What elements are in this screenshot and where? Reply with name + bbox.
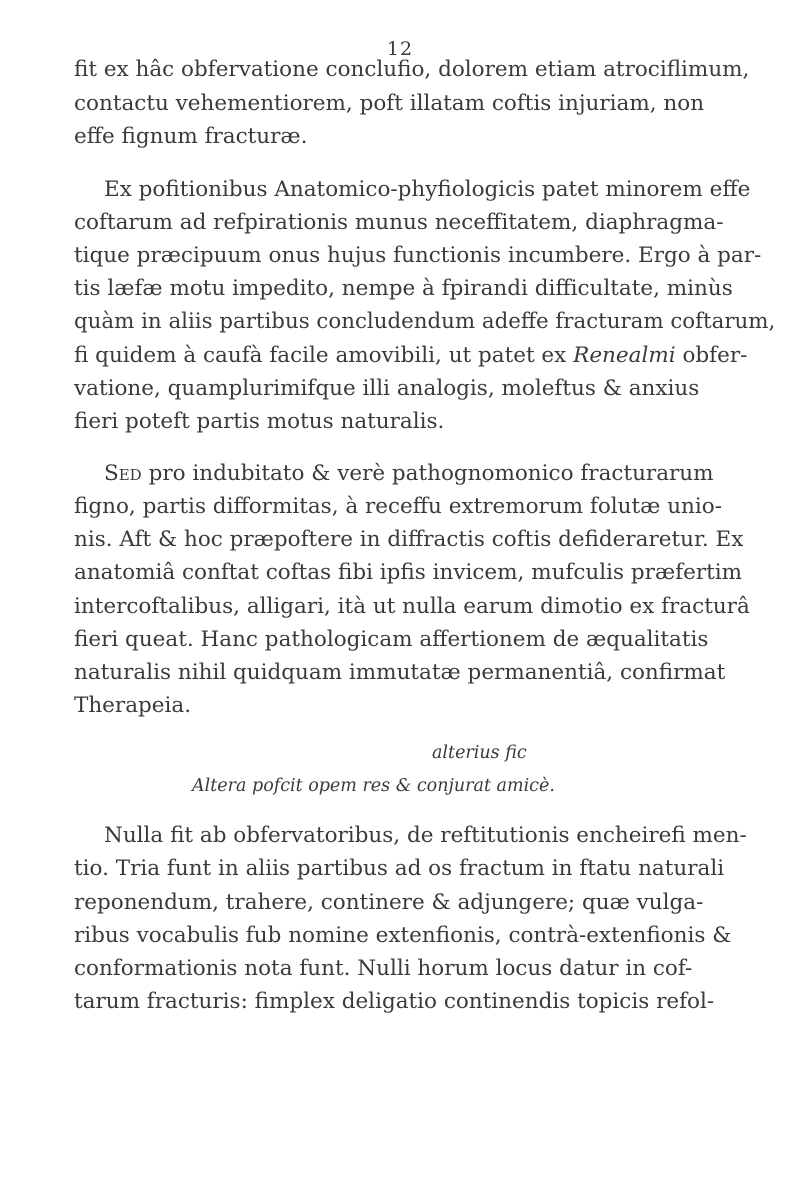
paragraph-3-line-4: anatomiâ conftat coftas fibi ipfis invicem, mufculis præfertim bbox=[74, 560, 743, 585]
verse-line-1: alterius fic bbox=[432, 743, 527, 763]
paragraph-4-line-6: tarum fracturis: fimplex deligatio continendis topicis refol- bbox=[74, 989, 715, 1014]
paragraph-1-line-3: effe fignum fracturæ. bbox=[74, 124, 308, 149]
paragraph-4-line-1: Nulla fit ab obfervatoribus, de reftitutionis encheirefi men- bbox=[104, 823, 747, 848]
paragraph-2-line-6 bbox=[74, 341, 747, 371]
paragraph-3-line-1 bbox=[104, 459, 714, 489]
paragraph-2-line-3: tique præcipuum onus hujus functionis incumbere. Ergo à par- bbox=[74, 243, 762, 268]
paragraph-2-line-5: quàm in aliis partibus concludendum adeffe fracturam coftarum, bbox=[74, 309, 776, 334]
paragraph-3-line-6: fieri queat. Hanc pathologicam affertionem de æqualitatis bbox=[74, 627, 709, 652]
verse-line-2: Altera pofcit opem res & conjurat amicè. bbox=[192, 776, 555, 796]
paragraph-4-line-5: conformationis nota funt. Nulli horum locus datur in cof- bbox=[74, 956, 693, 981]
paragraph-3-line-7: naturalis nihil quidquam immutatæ permanentiâ, confirmat bbox=[74, 660, 726, 685]
paragraph-3-first-word: Sed bbox=[104, 461, 142, 486]
paragraph-2-line-4: tis læfæ motu impedito, nempe à fpirandi difficultate, minùs bbox=[74, 276, 733, 301]
citation-author-name: Renealmi bbox=[573, 343, 676, 368]
paragraph-2-line-7: vatione, quamplurimifque illi analogis, moleftus & anxius bbox=[74, 376, 700, 401]
citation-line-start: fi quidem à caufà facile amovibili, ut patet ex bbox=[74, 343, 567, 368]
paragraph-3-line-5: intercoftalibus, alligari, ità ut nulla earum dimotio ex fracturâ bbox=[74, 594, 750, 619]
paragraph-2-line-8: fieri poteft partis motus naturalis. bbox=[74, 409, 445, 434]
paragraph-3-line-8: Therapeia. bbox=[74, 693, 192, 718]
paragraph-4-line-2: tio. Tria funt in aliis partibus ad os fractum in ftatu naturali bbox=[74, 856, 725, 881]
paragraph-2-line-2: coftarum ad refpirationis munus neceffitatem, diaphragma- bbox=[74, 210, 724, 235]
paragraph-1-line-2: contactu vehementiorem, poft illatam coftis injuriam, non bbox=[74, 91, 705, 116]
page-number: 12 bbox=[386, 38, 414, 60]
paragraph-1-line-1: fit ex hâc obfervatione conclufio, dolorem etiam atrociflimum, bbox=[74, 57, 750, 82]
paragraph-3-line-3: nis. Aft & hoc præpoftere in diffractis coftis defideraretur. Ex bbox=[74, 527, 744, 552]
paragraph-3-first-line-rest: pro indubitato & verè pathognomonico fracturarum bbox=[148, 461, 714, 486]
paragraph-3-line-2: figno, partis difformitas, à receffu extremorum folutæ unio- bbox=[74, 494, 722, 519]
paragraph-4-line-4: ribus vocabulis fub nomine extenfionis, contrà-extenfionis & bbox=[74, 923, 732, 948]
paragraph-2-line-1: Ex pofitionibus Anatomico-phyfiologicis patet minorem effe bbox=[104, 177, 751, 202]
paragraph-4-line-3: reponendum, trahere, continere & adjungere; quæ vulga- bbox=[74, 890, 704, 915]
citation-line-end: obfer- bbox=[682, 343, 748, 368]
